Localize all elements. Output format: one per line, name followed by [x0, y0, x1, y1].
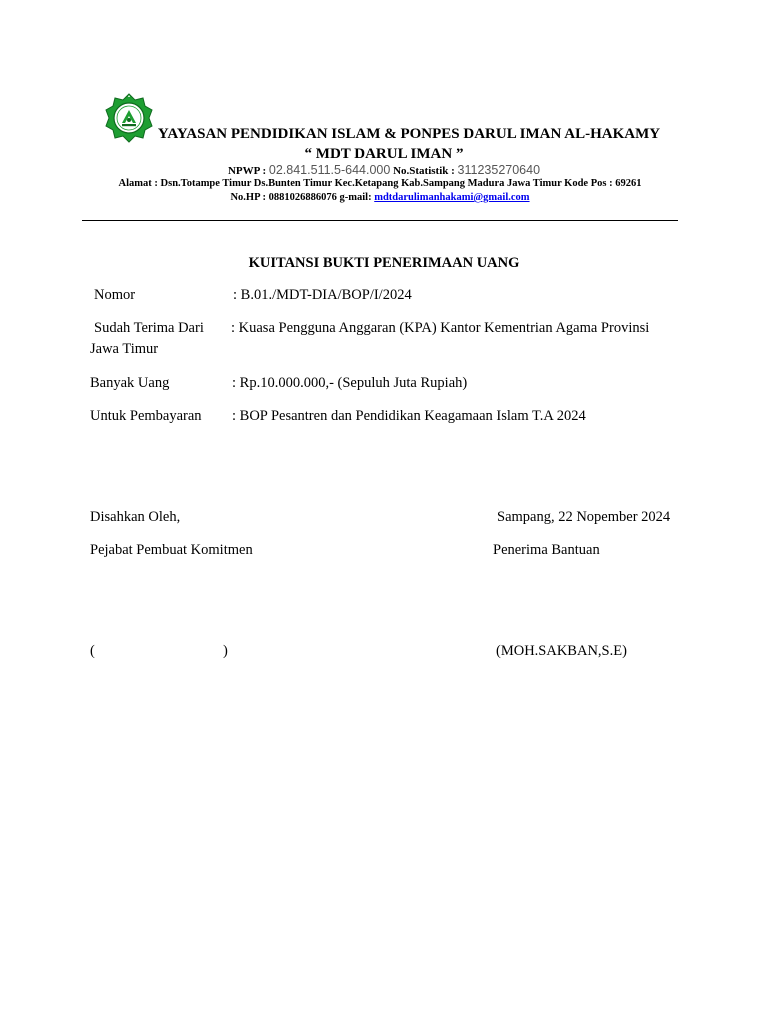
address-line: Alamat : Dsn.Totampe Timur Ds.Bunten Timur Kec.Ketapang Kab.Sampang Madura Jawa Timur Kode Pos : 69261 — [118, 178, 642, 189]
npwp-label: NPWP : — [227, 165, 269, 177]
terima-value-continued: Jawa Timur — [90, 341, 159, 357]
letterhead-divider — [82, 220, 678, 221]
organization-name: YAYASAN PENDIDIKAN ISLAM & PONPES DARUL IMAN AL-HAKAMY — [157, 126, 661, 142]
approved-by-label: Disahkan Oleh, — [90, 509, 181, 525]
statistik-label: No.Statistik : — [390, 165, 458, 177]
uang-label: Banyak Uang — [90, 375, 170, 391]
right-signatory-role: Penerima Bantuan — [493, 542, 600, 558]
phone-label: No.HP : 0881026886076 g-mail: — [230, 192, 375, 203]
terima-value: : Kuasa Pengguna Anggaran (KPA) Kantor Kementrian Agama Provinsi — [231, 320, 650, 336]
nomor-value: : B.01./MDT-DIA/BOP/I/2024 — [233, 287, 412, 303]
contact-line — [0, 192, 760, 203]
receipt-title: KUITANSI BUKTI PENERIMAAN UANG — [248, 255, 520, 271]
pembayaran-value: : BOP Pesantren dan Pendidikan Keagamaan Islam T.A 2024 — [232, 408, 586, 424]
organization-subtitle: “ MDT DARUL IMAN ” — [304, 146, 464, 162]
left-signature-open-paren: ( — [90, 643, 95, 659]
place-date: Sampang, 22 Nopember 2024 — [497, 509, 671, 525]
terima-label: Sudah Terima Dari — [94, 320, 204, 336]
uang-value: : Rp.10.000.000,- (Sepuluh Juta Rupiah) — [232, 375, 468, 391]
npwp-value: 02.841.511.5-644.000 — [268, 163, 391, 177]
pembayaran-label: Untuk Pembayaran — [90, 408, 202, 424]
statistik-value: 311235270640 — [457, 163, 541, 177]
nomor-label: Nomor — [94, 287, 136, 303]
email-link[interactable]: mdtdarulimanhakami@gmail.com — [374, 192, 530, 203]
right-signatory-name: (MOH.SAKBAN,S.E) — [496, 643, 627, 659]
left-signature-close-paren: ) — [223, 643, 228, 659]
left-signatory-role: Pejabat Pembuat Komitmen — [90, 542, 253, 558]
registration-line — [0, 163, 768, 177]
